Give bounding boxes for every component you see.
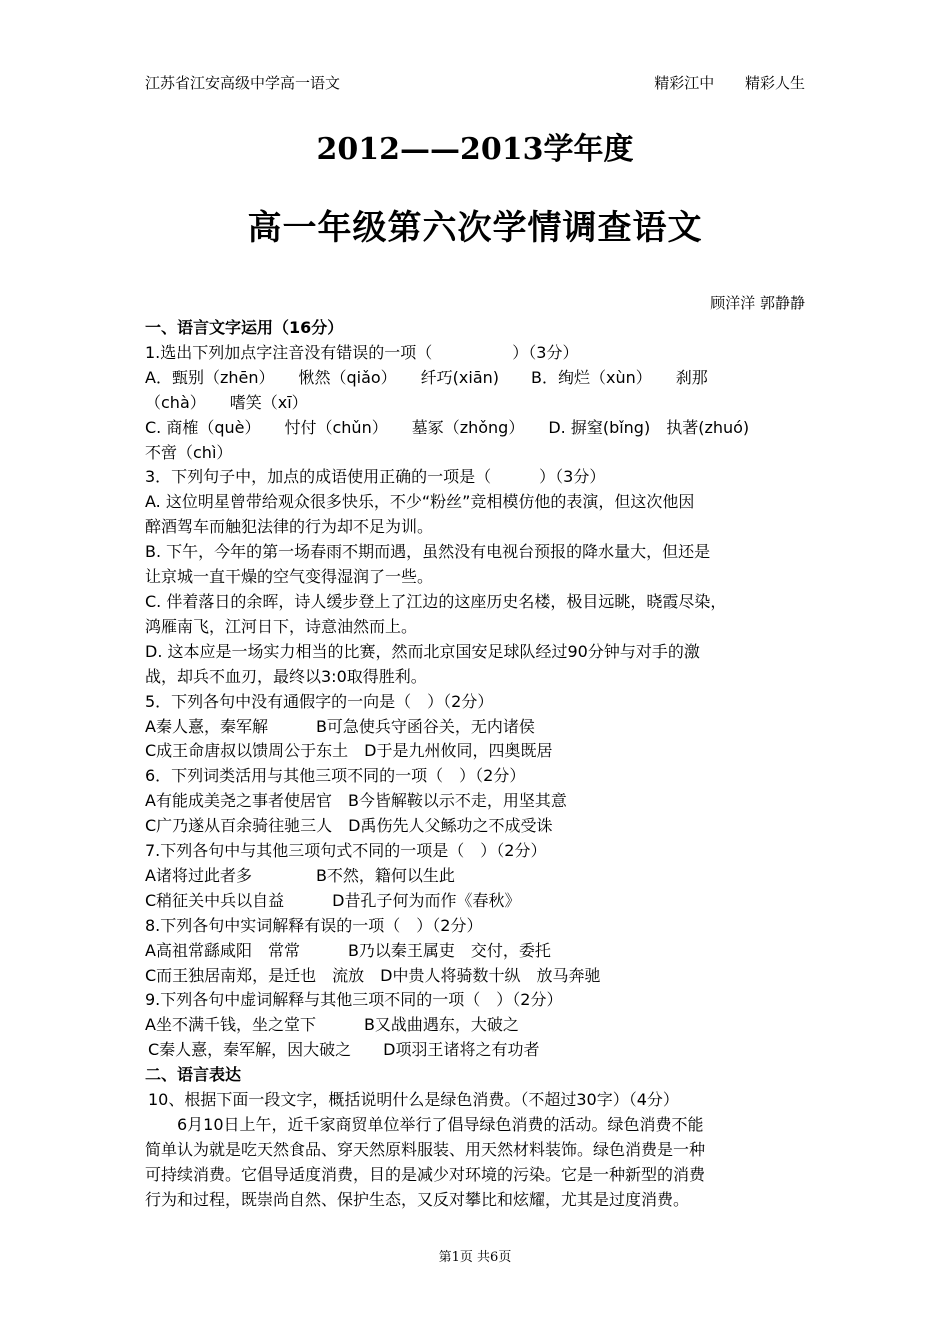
question-1-option-line: C. 商榷（què） 忖付（chǔn） 墓冢（zhǒng） D. 摒窒(bǐng) 执著(zhuó) <box>145 417 750 437</box>
passage-line: 6月10日上午，近千家商贸单位举行了倡导绿色消费的活动。绿色消费不能 <box>177 1115 704 1134</box>
header-motto-2: 精彩人生 <box>744 73 805 92</box>
question-9-option-line: A坐不满千钱，坐之堂下 B又战曲遇东，大破之 <box>145 1015 519 1035</box>
header-motto-1: 精彩江中 <box>654 73 715 92</box>
title-year: 2012——2013学年度 <box>316 132 634 167</box>
question-1-option-line: 不啻（chì） <box>145 442 233 462</box>
authors: 顾洋洋 郭静静 <box>710 294 805 312</box>
question-8-option-line: A高祖常繇咸阳 常常 B乃以秦王属吏 交付，委托 <box>145 940 551 960</box>
passage-line: 行为和过程，既崇尚自然、保护生态，又反对攀比和炫耀，尤其是过度消费。 <box>145 1189 690 1209</box>
question-8: 8.下列各句中实词解释有误的一项（ ）（2分） <box>145 915 483 935</box>
question-7-option-line: A诸将过此者多 B不然，籍何以生此 <box>145 865 455 885</box>
question-3-option-line: 让京城一直干燥的空气变得湿润了一些。 <box>145 567 434 587</box>
question-3-option-line: C. 伴着落日的余晖，诗人缓步登上了江边的这座历史名楼，极目远眺，晓霞尽染， <box>145 591 727 611</box>
question-3-option-line: D. 这本应是一场实力相当的比赛，然而北京国安足球队经过90分钟与对手的激 <box>145 641 700 661</box>
question-6-option-line: A有能成美尧之事者使居官 B今皆解鞍以示不走，用坚其意 <box>145 791 567 811</box>
header-school: 江苏省江安高级中学高一语文 <box>145 73 341 92</box>
section-heading-2: 二、语言表达 <box>145 1065 242 1085</box>
question-9-option-line: C秦人憙，秦军解，因大破之 D项羽王诸将之有功者 <box>148 1040 540 1060</box>
question-10: 10、根据下面一段文字，概括说明什么是绿色消费。（不超过30字）（4分） <box>148 1090 679 1110</box>
question-5-option-line: C成王命唐叔以馈周公于东土 D于是九州攸同，四奥既居 <box>145 741 553 761</box>
question-3: 3．下列句子中，加点的成语使用正确的一项是（ ）（3分） <box>145 467 606 487</box>
question-6-option-line: C广乃遂从百余骑往驰三人 D禹伤先人父鲧功之不成受诛 <box>145 816 553 836</box>
exam-content <box>145 316 807 1213</box>
question-3-option-line: 战，却兵不血刃，最终以3:0取得胜利。 <box>145 666 427 686</box>
question-5: 5．下列各句中没有通假字的一向是（ ）（2分） <box>145 691 494 711</box>
question-5-option-line: A秦人憙，秦军解 B可急使兵守函谷关，无内诸侯 <box>145 716 535 736</box>
question-9: 9.下列各句中虚词解释与其他三项不同的一项（ ）（2分） <box>145 990 563 1010</box>
passage-line: 简单认为就是吃天然食品、穿天然原料服装、用天然材料装饰。绿色消费是一种 <box>145 1139 706 1159</box>
section-heading-1: 一、语言文字运用（16分） <box>145 318 344 337</box>
question-7: 7.下列各句中与其他三项句式不同的一项是（ ）（2分） <box>145 841 547 861</box>
page-header <box>145 70 805 94</box>
question-1-option-line: （chà） 嗜笑（xī） <box>145 392 308 412</box>
page-footer: 第1页 共6页 <box>438 1250 512 1265</box>
header-motto <box>654 72 805 93</box>
question-7-option-line: C稍征关中兵以自益 D昔孔子何为而作《春秋》 <box>145 890 521 910</box>
question-1-option-line: A．甄别（zhēn） 愀然（qiǎo） 纤巧(xiān) B．绚烂（xùn） 刹那 <box>145 367 708 387</box>
question-3-option-line: A. 这位明星曾带给观众很多快乐，不少“粉丝”竞相模仿他的表演，但这次他因 <box>145 492 695 512</box>
question-3-option-line: B. 下午，今年的第一场春雨不期而遇，虽然没有电视台预报的降水量大，但还是 <box>145 542 711 562</box>
question-3-option-line: 醉酒驾车而触犯法律的行为却不足为训。 <box>145 517 434 537</box>
question-8-option-line: C而王独居南郑，是迁也 流放 D中贵人将骑数十纵 放马奔驰 <box>145 965 601 985</box>
question-6: 6．下列词类活用与其他三项不同的一项（ ）（2分） <box>145 766 526 786</box>
passage-line: 可持续消费。它倡导适度消费，目的是减少对环境的污染。它是一种新型的消费 <box>145 1164 706 1184</box>
page-title: 高一年级第六次学情调查语文 <box>247 208 703 248</box>
question-1: 1.选出下列加点字注音没有错误的一项（ ）（3分） <box>145 342 579 362</box>
question-3-option-line: 鸿雁南飞，江河日下，诗意油然而上。 <box>145 616 418 636</box>
